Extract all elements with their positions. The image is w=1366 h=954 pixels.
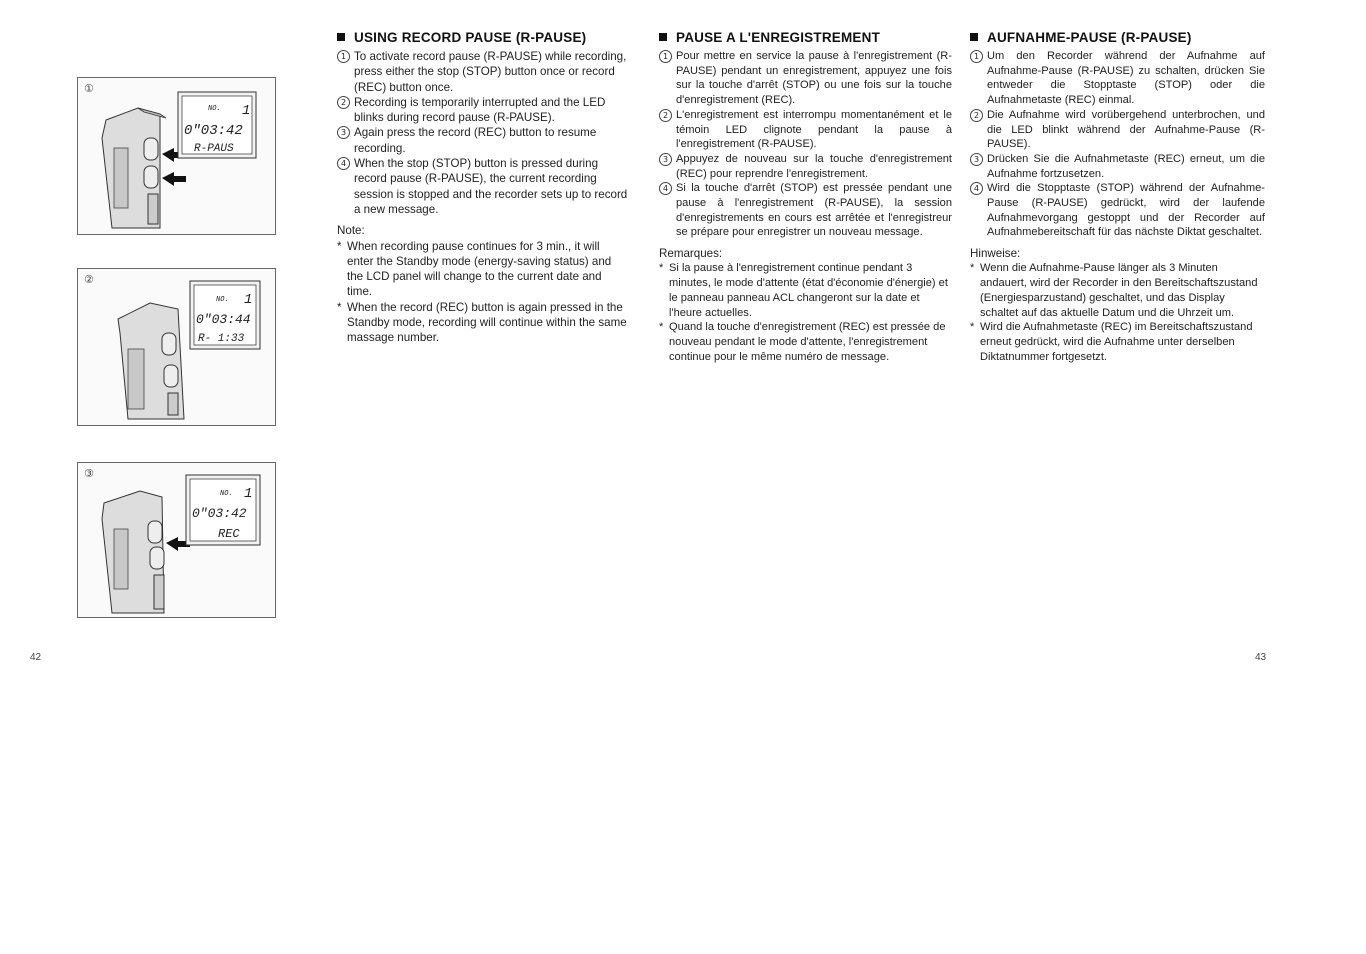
english-section xyxy=(337,30,629,346)
lcd-no-label: NO. xyxy=(216,296,229,304)
step-4: 4 Wird die Stopptaste (STOP) während der Aufnahme-Pause (R-PAUSE) gedrückt, wird der laufende Aufnahmevorgang gestoppt und der Recorder auf Aufnahmebereitschaft für das nächste Diktat geschaltet. xyxy=(970,181,1265,240)
lcd-no-label: NO. xyxy=(208,105,221,113)
recorder-illustration-2 xyxy=(78,269,275,425)
lcd-time-display: 0"03:42 xyxy=(184,123,243,139)
note-heading: Hinweise: xyxy=(970,247,1021,261)
recorder-illustration-3 xyxy=(78,463,275,617)
lcd-no-label: NO. xyxy=(220,490,233,498)
note-2: * When the record (REC) button is again pressed in the Standby mode, recording will continue within the same massage number. xyxy=(337,300,627,345)
note-heading: Note: xyxy=(337,224,365,238)
note-heading: Remarques: xyxy=(659,247,723,261)
step-1: 1 To activate record pause (R-PAUSE) while recording, press either the stop (STOP) button once or record (REC) button once. xyxy=(337,49,629,95)
step-3: 3 Again press the record (REC) button to resume recording. xyxy=(337,125,629,156)
note-2: * Quand la touche d'enregistrement (REC) est pressée de nouveau pendant le mode d'attente, l'enregistrement continue pour le même numéro de message. xyxy=(659,321,946,363)
arrow-icon xyxy=(162,172,186,186)
lcd-message-number: 1 xyxy=(244,486,253,502)
figure-3-marker: ③ xyxy=(84,467,94,480)
note-1: * Si la pause à l'enregistrement continue pendant 3 minutes, le mode d'attente (état d'économie d'énergie) et le panneau panneau ACL changeront sur la date et l'heure actuelles. xyxy=(659,262,948,319)
figure-1 xyxy=(77,77,276,235)
lcd-time-display: 0"03:42 xyxy=(192,506,247,521)
lcd-message-number: 1 xyxy=(242,103,251,119)
section-title: PAUSE A L'ENREGISTREMENT xyxy=(659,30,952,45)
german-section xyxy=(970,30,1265,364)
step-2: 2 L'enregistrement est interrompu momentanément et le témoin LED clignote pendant la pause à l'enregistrement (R-PAUSE). xyxy=(659,108,952,152)
page-number-right: 43 xyxy=(1255,652,1267,663)
note-1: * When recording pause continues for 3 min., it will enter the Standby mode (energy-saving status) and the LCD panel will change to the current date and time. xyxy=(337,239,612,299)
lcd-status-display: REC xyxy=(218,527,240,541)
note-1: * Wenn die Aufnahme-Pause länger als 3 Minuten andauert, wird der Recorder in den Bereitschaftszustand (Energiesparzustand) geschaltet, und das Display schaltet auf das aktuelle Datum und die Uhrzeit um. xyxy=(970,262,1258,319)
figure-2-marker: ② xyxy=(84,273,94,286)
step-3: 3 Drücken Sie die Aufnahmetaste (REC) erneut, um die Aufnahme fortzusetzen. xyxy=(970,152,1265,181)
section-title: AUFNAHME-PAUSE (R-PAUSE) xyxy=(970,30,1265,45)
page-number-left: 42 xyxy=(30,652,42,663)
figure-2 xyxy=(77,268,276,426)
bullet-square-icon xyxy=(337,33,345,41)
recorder-illustration-1 xyxy=(78,78,275,234)
lcd-status-display: R-PAUS xyxy=(194,143,234,155)
bullet-square-icon xyxy=(659,33,667,41)
lcd-time-display: 0"03:44 xyxy=(196,312,251,327)
step-4: 4 When the stop (STOP) button is pressed during record pause (R-PAUSE), the current recording session is stopped and the recorder sets up to record a new message. xyxy=(337,156,629,217)
step-2: 2 Recording is temporarily interrupted and the LED blinks during record pause (R-PAUSE). xyxy=(337,95,629,126)
step-1: 1 Pour mettre en service la pause à l'enregistrement (R-PAUSE) pendant un enregistrement, appuyez une fois sur la touche d'arrêt (STOP) ou une fois sur la touche d'enregistrement (REC). xyxy=(659,49,952,108)
figure-1-marker: ① xyxy=(84,82,94,95)
figure-3 xyxy=(77,462,276,618)
note-2: * Wird die Aufnahmetaste (REC) im Bereitschaftszustand erneut gedrückt, wird die Aufnahme unter derselben Diktatnummer fortgesetzt. xyxy=(970,321,1253,363)
lcd-status-display: R- 1:33 xyxy=(198,333,245,345)
step-3: 3 Appuyez de nouveau sur la touche d'enregistrement (REC) pour reprendre l'enregistrement. xyxy=(659,152,952,181)
step-4: 4 Si la touche d'arrêt (STOP) est pressée pendant une pause à l'enregistrement (R-PAUSE), la session d'enregistrements en cours est arrêtée et l'enregistreur se prépare pour enregistrer un nouveau message. xyxy=(659,181,952,240)
step-1: 1 Um den Recorder während der Aufnahme auf Aufnahme-Pause (R-PAUSE) zu schalten, drücken Sie entweder die Stopptaste (STOP) oder die Aufnahmetaste (REC) einmal. xyxy=(970,49,1265,108)
lcd-message-number: 1 xyxy=(244,292,253,308)
section-title: USING RECORD PAUSE (R-PAUSE) xyxy=(337,30,629,45)
step-2: 2 Die Aufnahme wird vorübergehend unterbrochen, und die LED blinkt während der Aufnahme-Pause (R-PAUSE). xyxy=(970,108,1265,152)
bullet-square-icon xyxy=(970,33,978,41)
french-section xyxy=(659,30,952,364)
